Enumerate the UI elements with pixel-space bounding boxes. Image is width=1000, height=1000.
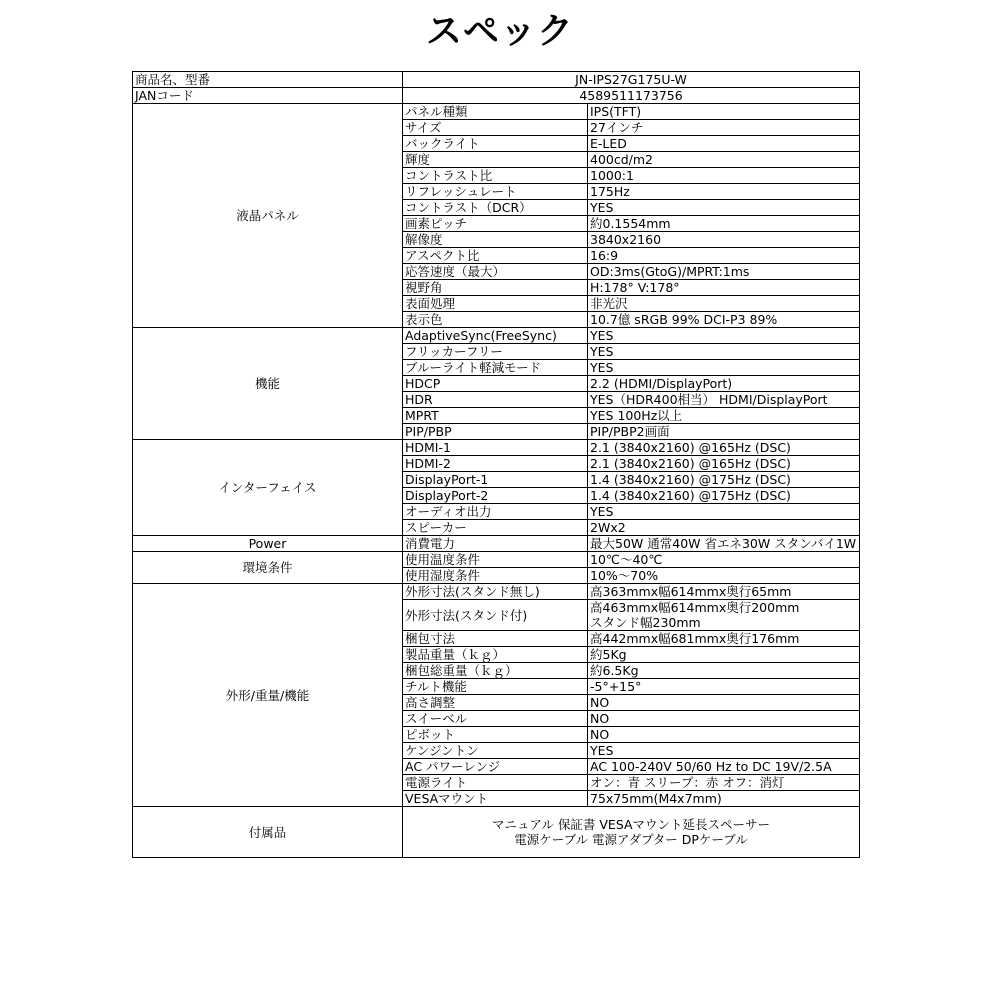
spec-value: 1.4 (3840x2160) @175Hz (DSC): [588, 472, 860, 488]
spec-value: 10%～70%: [588, 568, 860, 584]
spec-row: [133, 584, 860, 600]
spec-value: 1.4 (3840x2160) @175Hz (DSC): [588, 488, 860, 504]
spec-value: IPS(TFT): [588, 104, 860, 120]
header-label: JANコード: [133, 88, 403, 104]
spec-value: 16:9: [588, 248, 860, 264]
accessories-line: マニュアル 保証書 VESAマウント延長スペーサー: [491, 817, 771, 832]
spec-value: -5°+15°: [588, 679, 860, 695]
section-category: Power: [133, 536, 403, 552]
spec-value: 10.7億 sRGB 99% DCI-P3 89%: [588, 312, 860, 328]
section-category: 機能: [133, 328, 403, 440]
spec-value: 約6.5Kg: [588, 663, 860, 679]
spec-value: 1000:1: [588, 168, 860, 184]
accessories-value: [403, 807, 860, 858]
section-category: 液晶パネル: [133, 104, 403, 328]
spec-value: 3840x2160: [588, 232, 860, 248]
header-value: JN-IPS27G175U-W: [403, 72, 860, 88]
header-label: 商品名、型番: [133, 72, 403, 88]
spec-label: ピボット: [403, 727, 588, 743]
spec-value: YES: [588, 328, 860, 344]
spec-label: AC パワーレンジ: [403, 759, 588, 775]
spec-label: バックライト: [403, 136, 588, 152]
spec-value: 約5Kg: [588, 647, 860, 663]
spec-value: YES: [588, 504, 860, 520]
spec-value: 非光沢: [588, 296, 860, 312]
spec-label: 画素ピッチ: [403, 216, 588, 232]
spec-value: PIP/PBP2画面: [588, 424, 860, 440]
spec-value: YES: [588, 344, 860, 360]
spec-label: アスペクト比: [403, 248, 588, 264]
spec-value: 高442mmx幅681mmx奥行176mm: [588, 631, 860, 647]
spec-value: 2.1 (3840x2160) @165Hz (DSC): [588, 440, 860, 456]
spec-value: オン：青 スリープ：赤 オフ：消灯: [588, 775, 860, 791]
spec-label: 外形寸法(スタンド無し): [403, 584, 588, 600]
spec-label: 表示色: [403, 312, 588, 328]
spec-row: [133, 552, 860, 568]
spec-label: 外形寸法(スタンド付): [403, 600, 588, 631]
accessories-category: 付属品: [133, 807, 403, 858]
spec-value: NO: [588, 711, 860, 727]
spec-value: 2.2 (HDMI/DisplayPort): [588, 376, 860, 392]
spec-value: E-LED: [588, 136, 860, 152]
spec-label: コントラスト比: [403, 168, 588, 184]
spec-label: 表面処理: [403, 296, 588, 312]
spec-value: 高363mmx幅614mmx奥行65mm: [588, 584, 860, 600]
spec-value: AC 100-240V 50/60 Hz to DC 19V/2.5A: [588, 759, 860, 775]
spec-label: HDMI-2: [403, 456, 588, 472]
spec-value: 400cd/m2: [588, 152, 860, 168]
spec-row: [133, 328, 860, 344]
spec-value: YES 100Hz以上: [588, 408, 860, 424]
spec-value: 75x75mm(M4x7mm): [588, 791, 860, 807]
spec-label: スピーカー: [403, 520, 588, 536]
spec-label: HDR: [403, 392, 588, 408]
spec-value: 2Wx2: [588, 520, 860, 536]
spec-value: YES: [588, 200, 860, 216]
spec-value: 27インチ: [588, 120, 860, 136]
spec-label: 使用湿度条件: [403, 568, 588, 584]
header-value: 4589511173756: [403, 88, 860, 104]
spec-value: [588, 600, 860, 631]
spec-row: [133, 536, 860, 552]
spec-value: H:178° V:178°: [588, 280, 860, 296]
section-category: 外形/重量/機能: [133, 584, 403, 807]
accessories-line: 電源ケーブル 電源アダプター DPケーブル: [514, 832, 748, 847]
spec-value: YES: [588, 743, 860, 759]
spec-value: OD:3ms(GtoG)/MPRT:1ms: [588, 264, 860, 280]
spec-value: 175Hz: [588, 184, 860, 200]
spec-label: PIP/PBP: [403, 424, 588, 440]
spec-value-line: 高463mmx幅614mmx奥行200mm: [590, 600, 800, 615]
spec-label: 応答速度（最大）: [403, 264, 588, 280]
spec-label: 電源ライト: [403, 775, 588, 791]
spec-label: サイズ: [403, 120, 588, 136]
spec-label: 梱包寸法: [403, 631, 588, 647]
header-row: [133, 88, 860, 104]
spec-label: 梱包総重量（ｋｇ）: [403, 663, 588, 679]
accessories-row: [133, 807, 860, 858]
spec-row: [133, 440, 860, 456]
section-category: 環境条件: [133, 552, 403, 584]
spec-value: NO: [588, 727, 860, 743]
spec-label: 使用温度条件: [403, 552, 588, 568]
spec-value: 最大50W 通常40W 省エネ30W スタンバイ1W: [588, 536, 860, 552]
spec-label: 視野角: [403, 280, 588, 296]
spec-label: DisplayPort-2: [403, 488, 588, 504]
spec-label: オーディオ出力: [403, 504, 588, 520]
spec-label: ブルーライト軽減モード: [403, 360, 588, 376]
page-title: スペック: [425, 11, 574, 52]
spec-label: HDCP: [403, 376, 588, 392]
spec-label: チルト機能: [403, 679, 588, 695]
spec-label: AdaptiveSync(FreeSync): [403, 328, 588, 344]
spec-label: 製品重量（ｋｇ）: [403, 647, 588, 663]
spec-label: HDMI-1: [403, 440, 588, 456]
spec-row: [133, 104, 860, 120]
spec-label: 解像度: [403, 232, 588, 248]
spec-label: VESAマウント: [403, 791, 588, 807]
spec-label: MPRT: [403, 408, 588, 424]
spec-label: スイーベル: [403, 711, 588, 727]
spec-label: 消費電力: [403, 536, 588, 552]
spec-value: YES: [588, 360, 860, 376]
spec-label: 輝度: [403, 152, 588, 168]
spec-value: YES（HDR400相当） HDMI/DisplayPort: [588, 392, 860, 408]
spec-label: フリッカーフリー: [403, 344, 588, 360]
spec-table-body: [133, 72, 860, 858]
spec-table: [132, 71, 860, 858]
section-category: インターフェイス: [133, 440, 403, 536]
header-row: [133, 72, 860, 88]
spec-label: 高さ調整: [403, 695, 588, 711]
spec-label: リフレッシュレート: [403, 184, 588, 200]
spec-label: DisplayPort-1: [403, 472, 588, 488]
spec-value: NO: [588, 695, 860, 711]
spec-label: コントラスト（DCR）: [403, 200, 588, 216]
spec-value: 約0.1554mm: [588, 216, 860, 232]
spec-label: パネル種類: [403, 104, 588, 120]
spec-value: 10℃～40℃: [588, 552, 860, 568]
spec-value: 2.1 (3840x2160) @165Hz (DSC): [588, 456, 860, 472]
spec-value-line: スタンド幅230mm: [590, 615, 701, 630]
spec-label: ケンジントン: [403, 743, 588, 759]
